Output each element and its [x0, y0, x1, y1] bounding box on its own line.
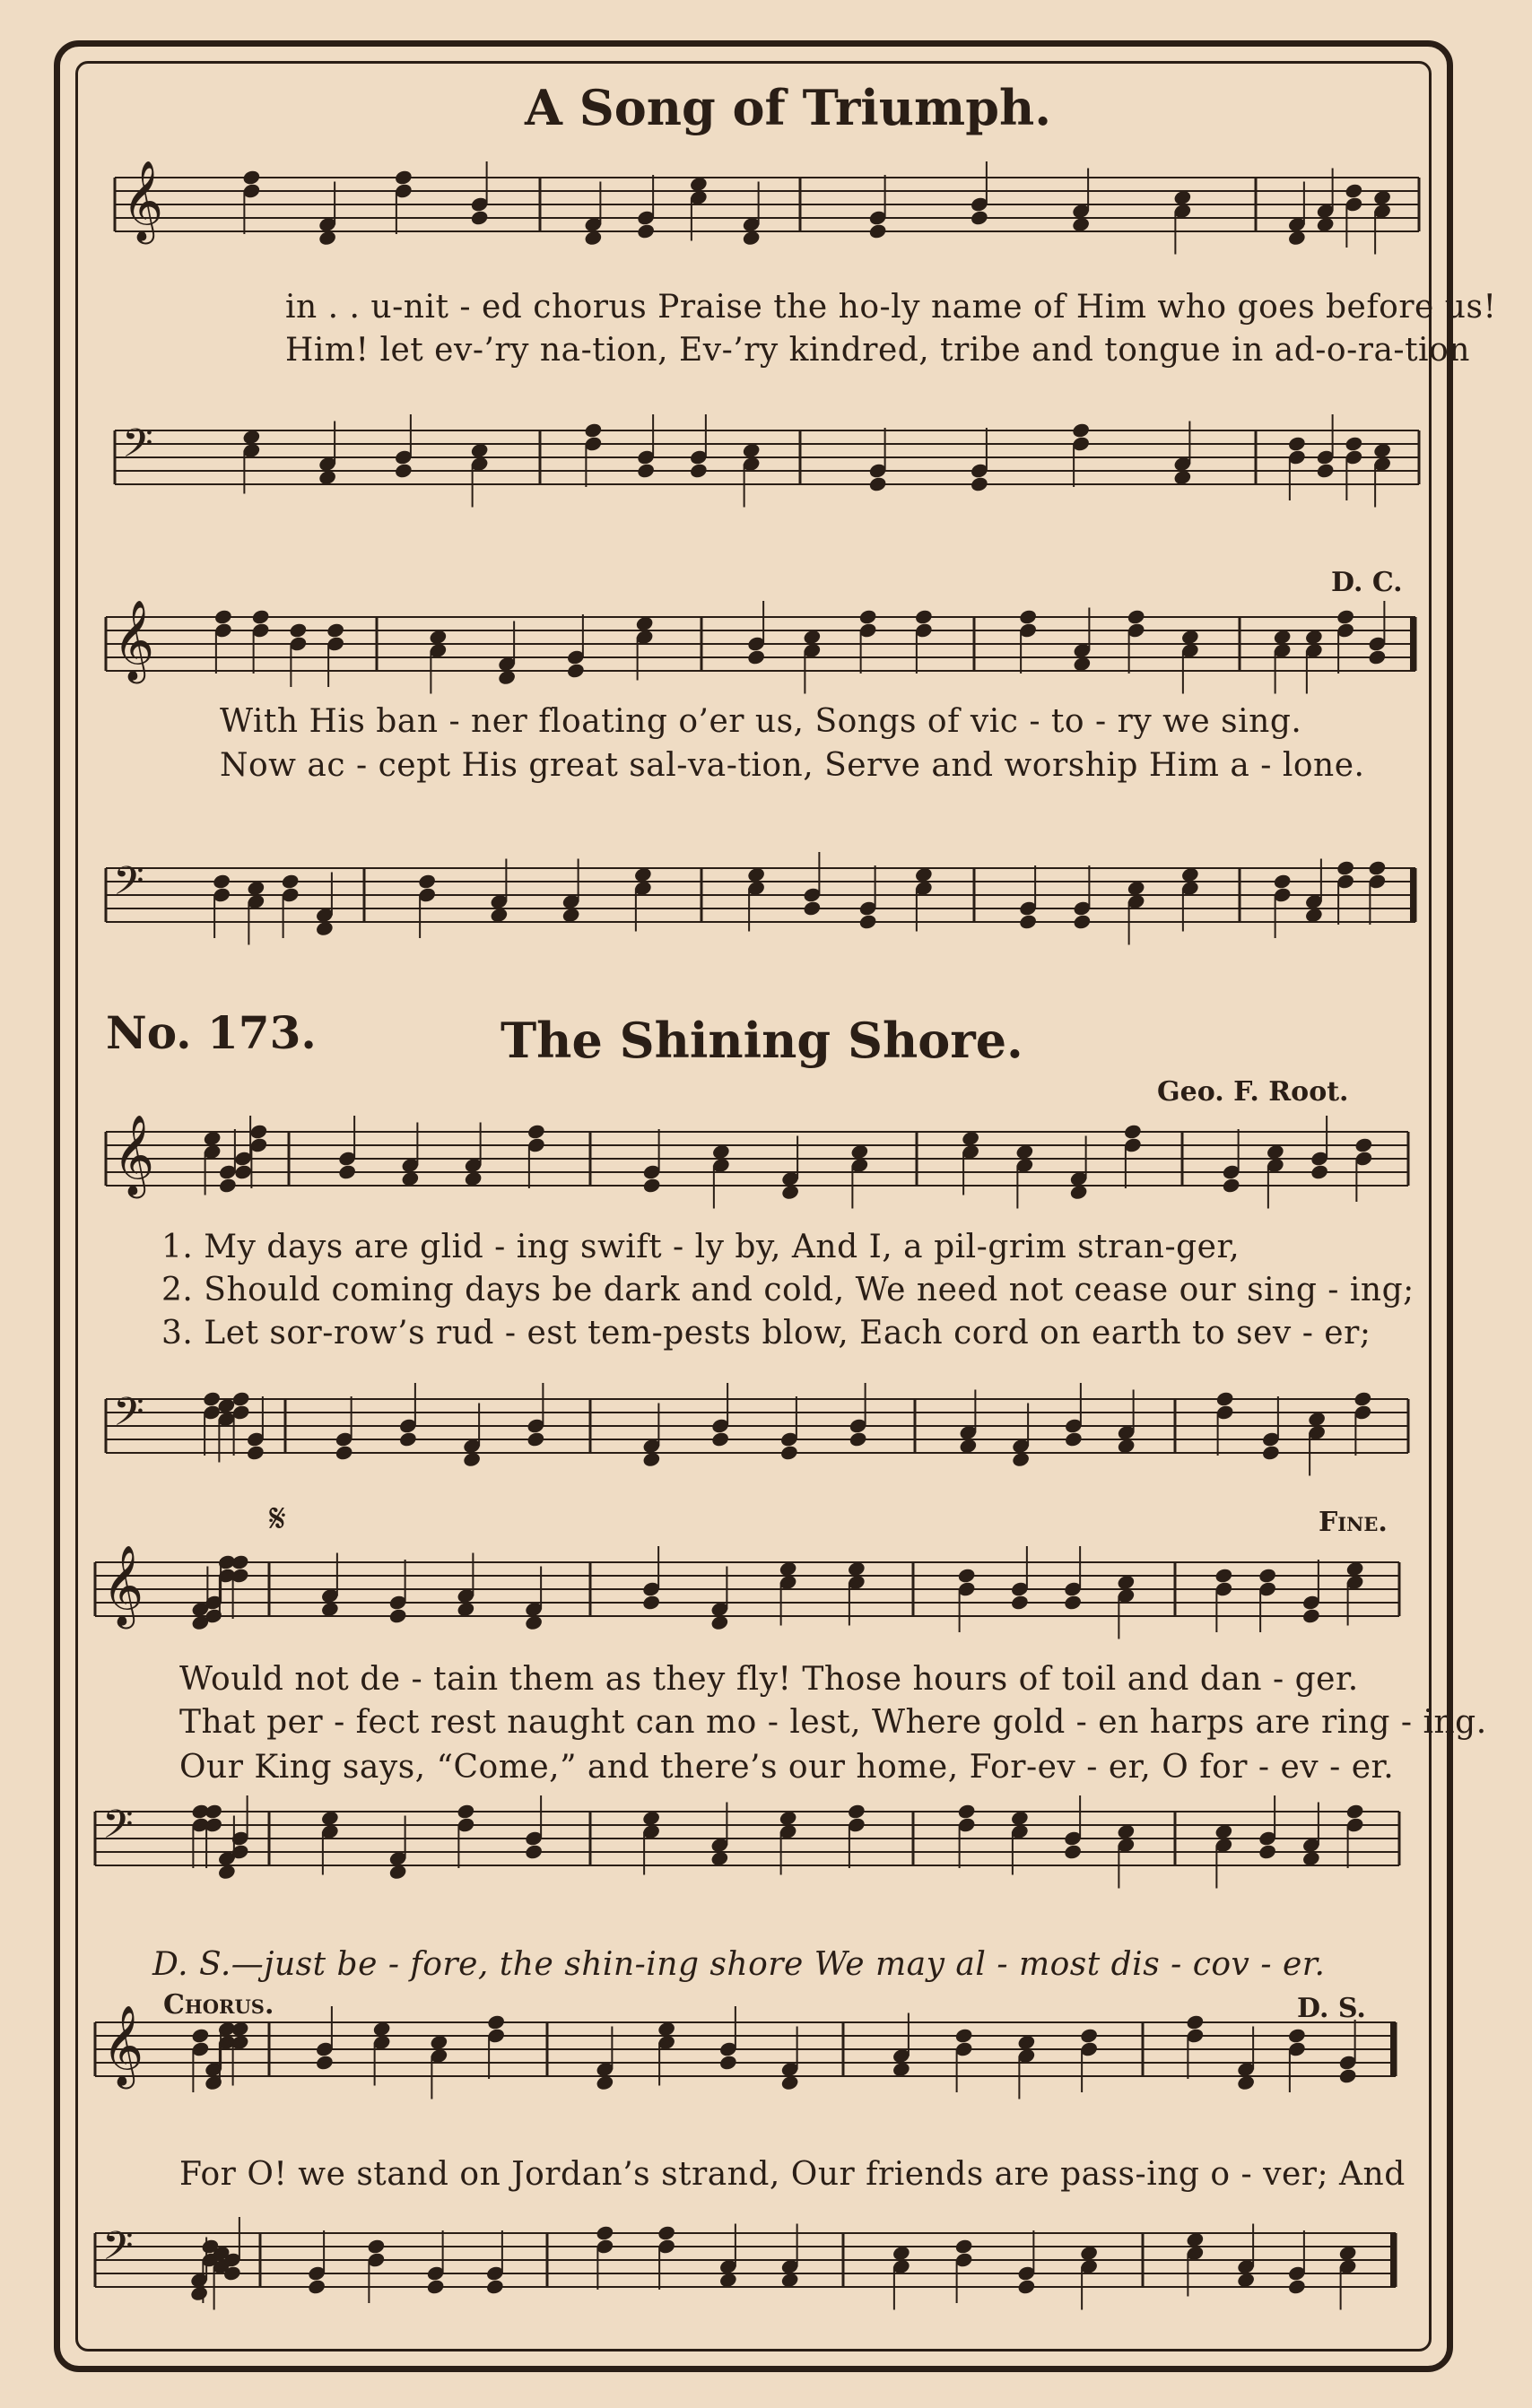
- song1-system2-bass-staff: [106, 852, 1415, 945]
- song1-lyric-line3: With His ban - ner floating o’er us, Songs of vic - to - ry we sing.: [220, 703, 1302, 740]
- song1-dc-marker: D. C.: [1331, 567, 1403, 598]
- song2-verse2-line1: 2. Should coming days be dark and cold, We need not cease our sing - ing;: [161, 1272, 1414, 1308]
- song2-segno: 𝄋: [269, 1496, 286, 1542]
- svg-text:𝄞: 𝄞: [113, 1115, 155, 1195]
- song2-chorus-label: Chorus.: [163, 1989, 274, 2021]
- song2-ds-line: D. S.—just be - fore, the shin-ing shore We may al - most dis - cov - er.: [152, 1946, 1326, 1983]
- svg-text:𝄢: 𝄢: [102, 1801, 134, 1857]
- song2-ds-marker: D. S.: [1297, 1993, 1366, 2024]
- song1-lyric-verse-line2: Him! let ev-’ry na-tion, Ev-’ry kindred, tribe and tongue in ad-o-ra-tion: [285, 332, 1470, 369]
- song2-chorus-bass-staff: [95, 2217, 1396, 2310]
- song2-verse1-line2: Would not de - tain them as they fly! Those hours of toil and dan - ger.: [179, 1661, 1359, 1698]
- svg-text:𝄢: 𝄢: [102, 2222, 134, 2279]
- song2-number: No. 173.: [106, 1006, 317, 1059]
- song2-system2-treble-staff: [95, 1545, 1399, 1639]
- song2-system1-treble-staff: [106, 1115, 1408, 1209]
- song2-title: The Shining Shore.: [501, 1012, 1023, 1069]
- song1-system1-bass-staff: [115, 414, 1419, 508]
- song1-system2-treble-staff: [106, 600, 1415, 694]
- song2-system1-bass-staff: [106, 1383, 1408, 1476]
- song2-chorus-lyrics: For O! we stand on Jordan’s strand, Our friends are pass-ing o - ver; And: [179, 2156, 1406, 2193]
- svg-text:𝄞: 𝄞: [122, 161, 164, 241]
- song1-title: A Song of Triumph.: [525, 79, 1052, 136]
- song2-verse2-line2: That per - fect rest naught can mo - lest, Where gold - en harps are ring - ing.: [179, 1704, 1487, 1741]
- song1-lyric-line4: Now ac - cept His great sal-va-tion, Serve and worship Him a - lone.: [220, 747, 1365, 784]
- svg-text:𝄞: 𝄞: [102, 1545, 144, 1626]
- svg-text:𝄢: 𝄢: [113, 857, 144, 914]
- svg-text:𝄞: 𝄞: [102, 2005, 144, 2086]
- song2-verse3-line1: 3. Let sor-row’s rud - est tem-pests blow, Each cord on earth to sev - er;: [161, 1315, 1371, 1352]
- song1-lyric-verse-line1: in . . u-nit - ed chorus Praise the ho-ly name of Him who goes before us!: [285, 289, 1497, 326]
- song2-fine-marker: Fine.: [1319, 1507, 1388, 1538]
- song2-composer: Geo. F. Root.: [1157, 1076, 1349, 1108]
- song2-chorus-treble-staff: [95, 2005, 1396, 2099]
- song1-system1-treble-staff: [115, 161, 1419, 255]
- song2-verse3-line2: Our King says, “Come,” and there’s our home, For-ev - er, O for - ev - er.: [179, 1749, 1395, 1786]
- svg-text:𝄞: 𝄞: [113, 600, 155, 681]
- song2-verse1-line1: 1. My days are glid - ing swift - ly by, And I, a pil-grim stran-ger,: [161, 1229, 1240, 1265]
- svg-text:𝄢: 𝄢: [122, 420, 153, 476]
- svg-text:𝄢: 𝄢: [113, 1388, 144, 1445]
- song2-system2-bass-staff: [95, 1795, 1399, 1889]
